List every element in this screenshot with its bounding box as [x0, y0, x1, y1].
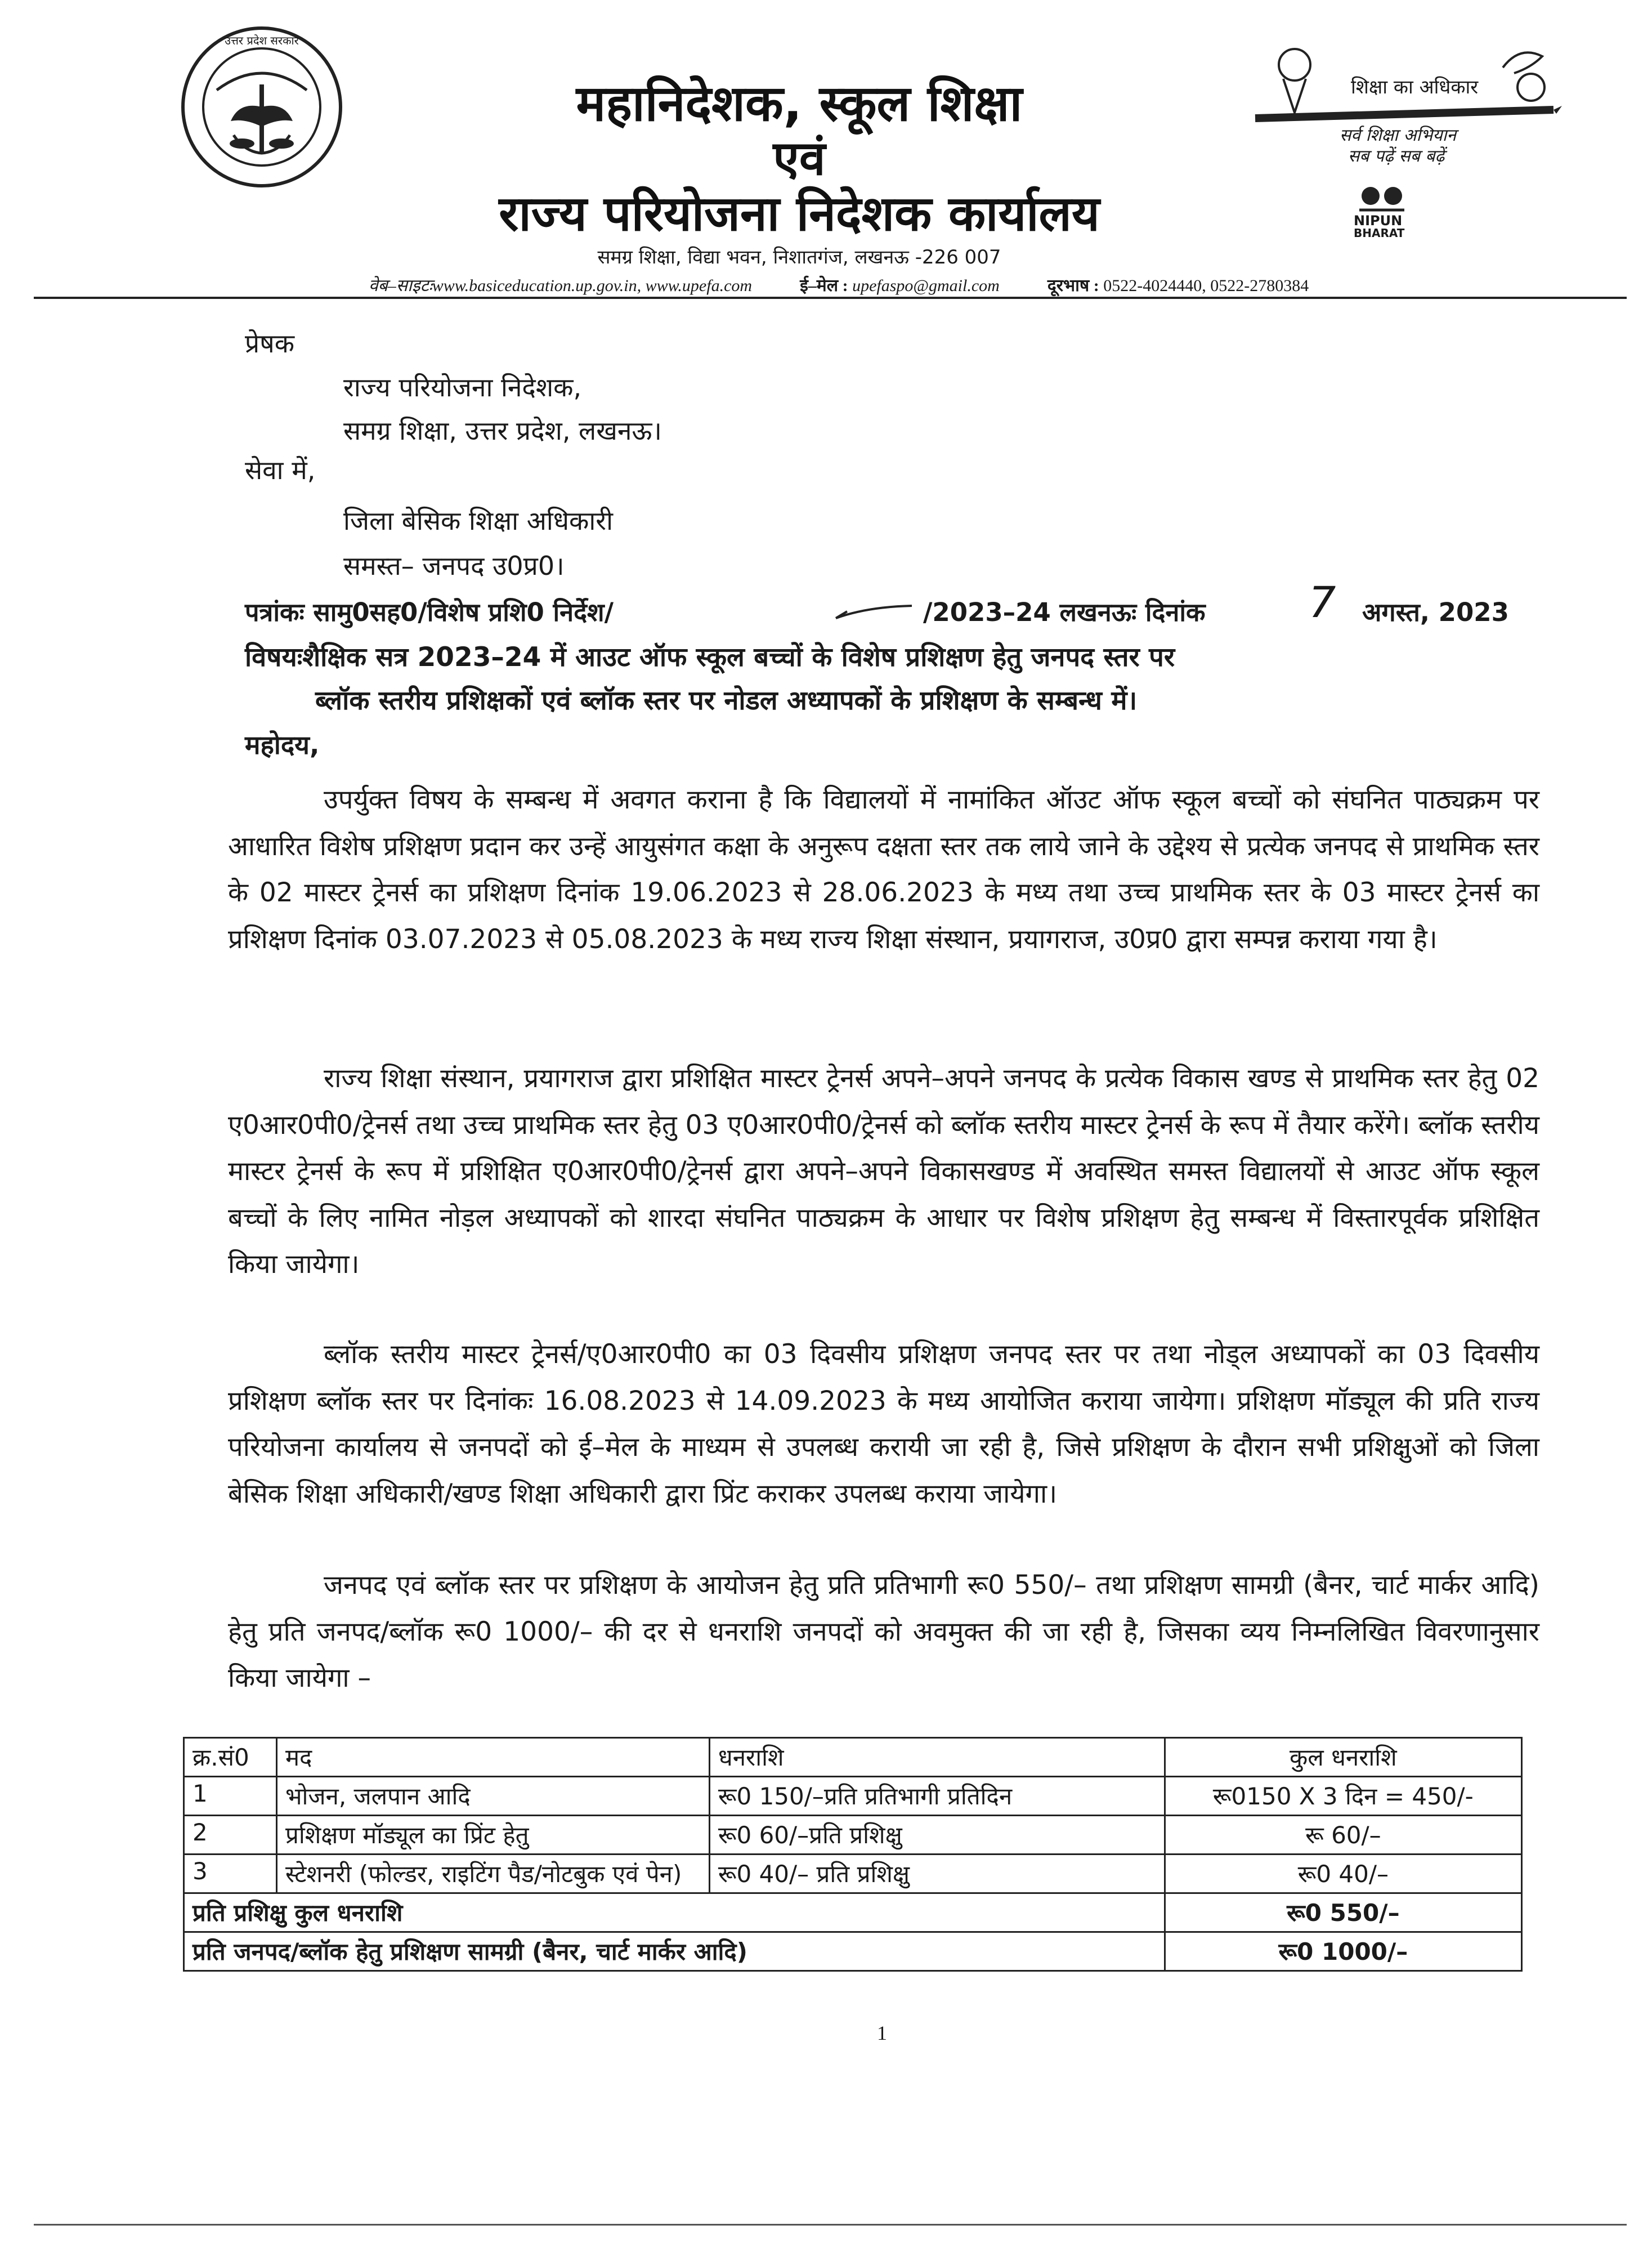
state-emblem — [177, 23, 346, 191]
paragraph-2-text: राज्य शिक्षा संस्थान, प्रयागराज द्वारा प्रशिक्षित मास्टर ट्रेनर्स अपने–अपने जनपद के प्रत्येक विकास खण्ड से प्राथमिक स्तर हेतु 02 ए0आर0पी0/ट्रेनर्स तथा उच्च प्राथमिक स्तर हेतु 03 ए0आर0पी0/ट्रेनर्स को ब्लॉक स्तरीय मास्टर ट्रेनर्स के रूप में तैयार करेंगे। ब्लॉक स्तरीय मास्टर ट्रेनर्स के रूप में प्रशिक्षित ए0आर0पी0/ट्रेनर्स द्वारा अपने–अपने विकासखण्ड में अवस्थित समस्त विद्यालयों से आउट ऑफ स्कूल बच्चों के लिए नामित नोड़ल अध्यापकों को शारदा संघनित पाठ्यक्रम के आधार पर विशेष प्रशिक्षण हेतु सम्बन्ध में विस्तारपूर्वक प्रशिक्षित किया जायेगा। — [228, 1063, 1539, 1280]
table-cell: रू0 40/– — [1165, 1855, 1521, 1893]
paragraph-1 — [228, 777, 1539, 963]
ssa-line1: सर्व शिक्षा अभियान — [1340, 126, 1457, 145]
paragraph-3-text: ब्लॉक स्तरीय मास्टर ट्रेनर्स/ए0आर0पी0 का 03 दिवसीय प्रशिक्षण जनपद स्तर पर तथा नोड्ल अध्यापकों का 03 दिवसीय प्रशिक्षण ब्लॉक स्तर पर दिनांकः 16.08.2023 से 14.09.2023 के मध्य आयोजित कराया जायेगा। प्रशिक्षण मॉड्यूल की प्रति राज्य परियोजना कार्यालय से जनपदों को ई–मेल के माध्यम से उपलब्ध करायी जा रही है, जिसे प्रशिक्षण के दौरान सभी प्रशिक्षुओं को जिला बेसिक शिक्षा अधिकारी/खण्ड शिक्षा अधिकारी द्वारा प्रिंट कराकर उपलब्ध कराया जायेगा। — [228, 1339, 1539, 1509]
table-header-cell: धनराशि — [709, 1738, 1165, 1777]
table-total-row — [184, 1893, 1522, 1932]
emblem-text: उत्तर प्रदेश सरकार — [225, 34, 299, 47]
table-header-row — [184, 1738, 1522, 1777]
nipun-logo — [1348, 179, 1416, 241]
page-number: 1 — [877, 2022, 887, 2044]
subject-line2: ब्लॉक स्तरीय प्रशिक्षकों एवं ब्लॉक स्तर पर नोडल अध्यापकों के प्रशिक्षण के सम्बन्ध में। — [315, 685, 1138, 716]
material-cost-value: रू0 1000/– — [1165, 1932, 1521, 1971]
sender-line2: समग्र शिक्षा, उत्तर प्रदेश, लखनऊ। — [343, 415, 662, 446]
table-row — [184, 1777, 1522, 1816]
table-row — [184, 1855, 1522, 1893]
table-cell: रू0 150/–प्रति प्रतिभागी प्रतिदिन — [709, 1777, 1165, 1816]
table-total-row — [184, 1932, 1522, 1971]
total-per-trainee-value: रू0 550/– — [1165, 1893, 1521, 1932]
to-line2: समस्त– जनपद उ0प्र0। — [343, 551, 565, 581]
paragraph-3 — [228, 1331, 1539, 1517]
ssa-line2: सब पढ़ें सब बढ़ें — [1348, 146, 1445, 166]
total-per-trainee-label: प्रति प्रशिक्षु कुल धनराशि — [184, 1893, 1165, 1932]
to-line1: जिला बेसिक शिक्षा अधिकारी — [343, 506, 614, 536]
ref-mid: /2023–24 लखनऊः दिनांक — [923, 597, 1206, 627]
paragraph-1-text: उपर्युक्त विषय के सम्बन्ध में अवगत कराना है कि विद्यालयों में नामांकित ऑउट ऑफ स्कूल बच्चों को संघनित पाठ्यक्रम पर आधारित विशेष प्रशिक्षण प्रदान कर उन्हें आयुसंगत कक्षा के अनुरूप दक्षता स्तर तक लाये जाने के उद्देश्य से प्रत्येक जनपद से प्राथमिक स्तर के 02 मास्टर ट्रेनर्स का प्रशिक्षण दिनांक 19.06.2023 से 28.06.2023 के मध्य तथा उच्च प्राथमिक स्तर के 03 मास्टर ट्रेनर्स का प्रशिक्षण दिनांक 03.07.2023 से 05.08.2023 के मध्य राज्य शिक्षा संस्थान, प्रयागराज, उ0प्र0 द्वारा सम्पन्न कराया गया है। — [228, 784, 1539, 955]
table-cell: रू0 60/–प्रति प्रशिक्षु — [709, 1816, 1165, 1855]
nipun-text-2: BHARAT — [1354, 226, 1405, 240]
website-label: वेब–साइटः — [369, 276, 432, 295]
table-cell: 3 — [184, 1855, 277, 1893]
nipun-text-1: NIPUN — [1354, 213, 1403, 229]
table-header-cell: क्र.सं0 — [184, 1738, 277, 1777]
to-label: सेवा में, — [245, 455, 316, 485]
header-title-1: महानिदेशक, स्कूल शिक्षा — [576, 74, 1023, 132]
table-cell: रू 60/– — [1165, 1816, 1521, 1855]
subject-line1: विषयःशैक्षिक सत्र 2023–24 में आउट ऑफ स्कूल बच्चों के विशेष प्रशिक्षण हेतु जनपद स्तर पर — [245, 642, 1175, 673]
ref-day: 7 — [1309, 577, 1336, 627]
table-header-cell: कुल धनराशि — [1165, 1738, 1521, 1777]
table-cell: रू0150 X 3 दिन = 450/- — [1165, 1777, 1521, 1816]
table-header-cell: मद — [276, 1738, 709, 1777]
header-title-3: राज्य परियोजना निदेशक कार्यालय — [499, 186, 1100, 242]
paragraph-4 — [228, 1562, 1539, 1702]
contact-line — [369, 273, 1551, 296]
paragraph-2 — [228, 1056, 1539, 1288]
expense-table — [183, 1737, 1523, 1972]
ref-left: पत्रांकः सामु0सह0/विशेष प्रशि0 निर्देश/ — [245, 597, 614, 627]
ref-dash-mark — [833, 601, 917, 626]
bottom-edge-line — [34, 2224, 1627, 2226]
header-divider — [34, 297, 1627, 299]
table-cell: भोजन, जलपान आदि — [276, 1777, 709, 1816]
website-value[interactable]: www.basiceducation.up.gov.in, www.upefa.com — [432, 276, 753, 295]
salutation: महोदय, — [245, 730, 320, 760]
rte-caption: शिक्षा का अधिकार — [1351, 76, 1479, 99]
phone-label: दूरभाष : — [1047, 276, 1099, 295]
email-label: ई–मेल : — [800, 276, 848, 295]
sender-line1: राज्य परियोजना निदेशक, — [343, 372, 582, 403]
material-cost-label: प्रति जनपद/ब्लॉक हेतु प्रशिक्षण सामग्री (बैनर, चार्ट मार्कर आदि) — [184, 1932, 1165, 1971]
table-cell: 2 — [184, 1816, 277, 1855]
table-cell: प्रशिक्षण मॉड्यूल का प्रिंट हेतु — [276, 1816, 709, 1855]
sender-label: प्रेषक — [245, 328, 295, 359]
header-address: समग्र शिक्षा, विद्या भवन, निशातगंज, लखनऊ -226 007 — [597, 246, 1001, 269]
table-row — [184, 1816, 1522, 1855]
email-value[interactable]: upefaspo@gmail.com — [852, 276, 1000, 295]
phone-value: 0522-4024440, 0522-2780384 — [1103, 276, 1309, 295]
ref-date: अगस्त, 2023 — [1362, 597, 1509, 627]
header-title-2: एवं — [773, 131, 826, 186]
table-cell: रू0 40/– प्रति प्रशिक्षु — [709, 1855, 1165, 1893]
table-cell: 1 — [184, 1777, 277, 1816]
paragraph-4-text: जनपद एवं ब्लॉक स्तर पर प्रशिक्षण के आयोजन हेतु प्रति प्रतिभागी रू0 550/– तथा प्रशिक्षण सामग्री (बैनर, चार्ट मार्कर आदि) हेतु प्रति जनपद/ब्लॉक रू0 1000/– की दर से धनराशि जनपदों को अवमुक्त की जा रही है, जिसका व्यय निम्नलिखित विवरणानुसार किया जायेगा – — [228, 1570, 1539, 1694]
table-cell: स्टेशनरी (फोल्डर, राइटिंग पैड/नोटबुक एवं पेन) — [276, 1855, 709, 1893]
